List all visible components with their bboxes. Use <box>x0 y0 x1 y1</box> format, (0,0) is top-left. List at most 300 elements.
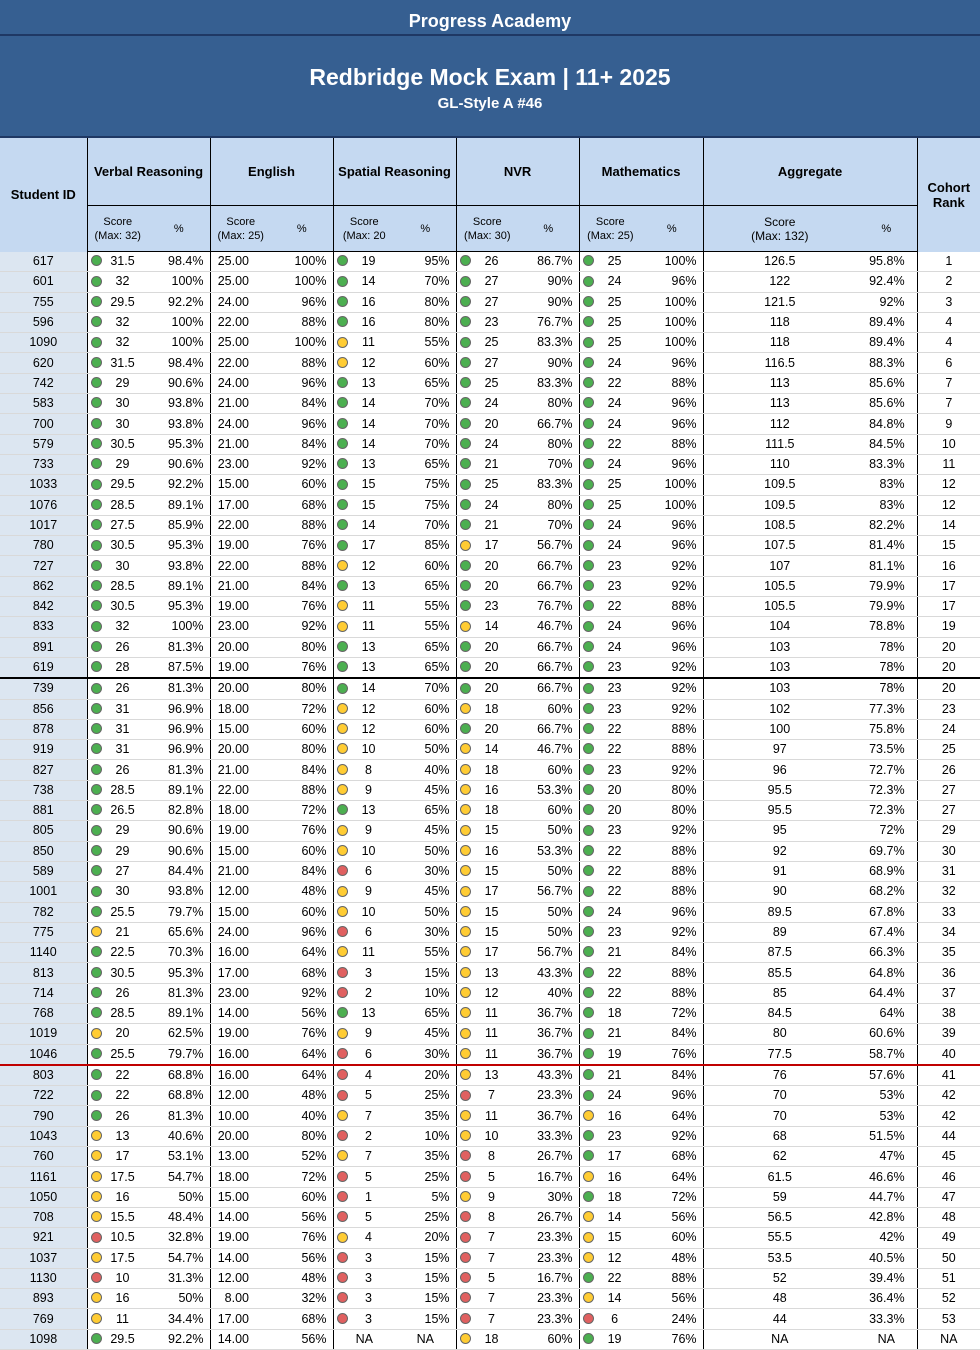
english-pct: 48% <box>271 1268 333 1288</box>
math-score <box>579 373 641 393</box>
spatial-score-value: 17 <box>361 538 376 553</box>
student-id: 1098 <box>0 1329 87 1349</box>
status-dot-icon <box>460 1028 471 1039</box>
nvr-score <box>456 312 518 332</box>
nvr-score <box>456 719 518 739</box>
spatial-score <box>333 1024 395 1044</box>
cohort-rank: 25 <box>917 740 980 760</box>
cohort-rank: 24 <box>917 719 980 739</box>
english-pct: 56% <box>271 1248 333 1268</box>
verbal-score <box>87 740 148 760</box>
nvr-pct: 76.7% <box>518 597 579 617</box>
verbal-score-value: 28.5 <box>110 497 135 512</box>
aggregate-pct: 83.3% <box>856 454 917 474</box>
aggregate-score: 122 <box>703 272 856 292</box>
english-pct: 72% <box>271 801 333 821</box>
table-row <box>0 740 980 760</box>
status-dot-icon <box>337 967 348 978</box>
spatial-score <box>333 536 395 556</box>
aggregate-pct: 78% <box>856 637 917 657</box>
english-pct: 56% <box>271 1003 333 1023</box>
student-id: 805 <box>0 821 87 841</box>
math-score <box>579 719 641 739</box>
aggregate-score: 100 <box>703 719 856 739</box>
cohort-rank: 33 <box>917 902 980 922</box>
table-row <box>0 678 980 699</box>
english-score: 24.00 <box>210 292 271 312</box>
english-score: 12.00 <box>210 882 271 902</box>
spatial-pct: 60% <box>395 719 456 739</box>
nvr-score-value: 8 <box>488 1210 495 1225</box>
math-score-value: 23 <box>607 558 622 573</box>
math-pct: 92% <box>641 657 703 678</box>
status-dot-icon <box>460 255 471 266</box>
student-id: 738 <box>0 780 87 800</box>
aggregate-pct: 83% <box>856 495 917 515</box>
english-score-header <box>210 206 271 252</box>
math-score-value: 22 <box>607 436 622 451</box>
nvr-score <box>456 556 518 576</box>
status-dot-icon <box>91 276 102 287</box>
nvr-score <box>456 1024 518 1044</box>
nvr-score-value: 7 <box>488 1230 495 1245</box>
status-dot-icon <box>583 1313 594 1324</box>
nvr-pct: 80% <box>518 394 579 414</box>
aggregate-score: 92 <box>703 841 856 861</box>
verbal-score-value: 30 <box>115 558 130 573</box>
nvr-score-value: 5 <box>488 1169 495 1184</box>
status-dot-icon <box>583 316 594 327</box>
verbal-pct-header: % <box>148 206 210 252</box>
student-id: 617 <box>0 252 87 272</box>
student-id: 755 <box>0 292 87 312</box>
math-score-value: 22 <box>607 721 622 736</box>
status-dot-icon <box>460 276 471 287</box>
math-pct: 68% <box>641 1147 703 1167</box>
status-dot-icon <box>460 825 471 836</box>
spatial-pct: NA <box>395 1329 456 1349</box>
status-dot-icon <box>583 845 594 856</box>
english-pct: 60% <box>271 902 333 922</box>
math-pct: 96% <box>641 414 703 434</box>
spatial-pct: 10% <box>395 1126 456 1146</box>
nvr-pct: 80% <box>518 434 579 454</box>
cohort-rank: 47 <box>917 1187 980 1207</box>
table-row <box>0 454 980 474</box>
status-dot-icon <box>91 337 102 348</box>
status-dot-icon <box>460 886 471 897</box>
verbal-pct: 93.8% <box>148 882 210 902</box>
nvr-score-value: 14 <box>484 742 499 757</box>
aggregate-score: 112 <box>703 414 856 434</box>
english-score: 21.00 <box>210 434 271 454</box>
math-pct: 72% <box>641 1003 703 1023</box>
nvr-score-value: 17 <box>484 945 499 960</box>
student-id: 833 <box>0 617 87 637</box>
aggregate-score: 103 <box>703 678 856 699</box>
spatial-score <box>333 637 395 657</box>
status-dot-icon <box>91 1110 102 1121</box>
aggregate-score: 61.5 <box>703 1167 856 1187</box>
status-dot-icon <box>337 946 348 957</box>
status-dot-icon <box>583 255 594 266</box>
math-pct: 88% <box>641 841 703 861</box>
spatial-header: Spatial Reasoning <box>333 138 456 206</box>
status-dot-icon <box>583 641 594 652</box>
verbal-score <box>87 597 148 617</box>
verbal-score <box>87 434 148 454</box>
spatial-score <box>333 1207 395 1227</box>
spatial-score <box>333 1086 395 1106</box>
nvr-pct: 33.3% <box>518 1126 579 1146</box>
spatial-score-value: 10 <box>361 904 376 919</box>
cohort-rank: 7 <box>917 394 980 414</box>
table-row <box>0 1065 980 1086</box>
verbal-pct: 79.7% <box>148 1044 210 1065</box>
english-score: 14.00 <box>210 1248 271 1268</box>
english-score: 22.00 <box>210 556 271 576</box>
student-id: 769 <box>0 1309 87 1329</box>
spatial-pct: 80% <box>395 292 456 312</box>
nvr-score-value: 15 <box>484 924 499 939</box>
math-score <box>579 475 641 495</box>
spatial-score <box>333 597 395 617</box>
student-id: 862 <box>0 576 87 596</box>
english-pct: 88% <box>271 556 333 576</box>
english-pct: 76% <box>271 1024 333 1044</box>
status-dot-icon <box>460 1252 471 1263</box>
spatial-pct: 65% <box>395 801 456 821</box>
cohort-rank: 49 <box>917 1228 980 1248</box>
nvr-pct: 80% <box>518 495 579 515</box>
status-dot-icon <box>583 418 594 429</box>
verbal-pct: 70.3% <box>148 943 210 963</box>
nvr-pct: 60% <box>518 801 579 821</box>
status-dot-icon <box>460 337 471 348</box>
nvr-score-value: 20 <box>484 578 499 593</box>
math-pct: 84% <box>641 1024 703 1044</box>
math-score <box>579 740 641 760</box>
math-score-value: 12 <box>607 1250 622 1265</box>
table-row <box>0 1187 980 1207</box>
status-dot-icon <box>91 600 102 611</box>
student-id: 700 <box>0 414 87 434</box>
student-id: 727 <box>0 556 87 576</box>
nvr-pct: 90% <box>518 292 579 312</box>
verbal-score <box>87 454 148 474</box>
status-dot-icon <box>91 967 102 978</box>
status-dot-icon <box>337 926 348 937</box>
nvr-score-value: 13 <box>484 965 499 980</box>
aggregate-score: 89 <box>703 922 856 942</box>
status-dot-icon <box>460 418 471 429</box>
nvr-score <box>456 272 518 292</box>
verbal-score-value: 26.5 <box>110 803 135 818</box>
math-pct: 92% <box>641 678 703 699</box>
verbal-score-value: 21 <box>115 924 130 939</box>
status-dot-icon <box>337 499 348 510</box>
status-dot-icon <box>583 276 594 287</box>
nvr-score-value: 5 <box>488 1270 495 1285</box>
status-dot-icon <box>460 1333 471 1344</box>
math-score-value: 21 <box>607 1068 622 1083</box>
student-id-header: Student ID <box>0 138 87 252</box>
aggregate-score: 53.5 <box>703 1248 856 1268</box>
verbal-pct: 34.4% <box>148 1309 210 1329</box>
student-id: 722 <box>0 1086 87 1106</box>
math-score <box>579 922 641 942</box>
status-dot-icon <box>337 458 348 469</box>
aggregate-score: 103 <box>703 657 856 678</box>
verbal-pct: 93.8% <box>148 394 210 414</box>
aggregate-score: 70 <box>703 1086 856 1106</box>
aggregate-score: 59 <box>703 1187 856 1207</box>
nvr-score <box>456 597 518 617</box>
math-pct: 84% <box>641 943 703 963</box>
verbal-pct: 81.3% <box>148 983 210 1003</box>
spatial-score <box>333 760 395 780</box>
english-score: 24.00 <box>210 922 271 942</box>
spatial-pct: 70% <box>395 414 456 434</box>
verbal-pct: 53.1% <box>148 1147 210 1167</box>
results-table <box>0 138 980 1350</box>
aggregate-score: 121.5 <box>703 292 856 312</box>
spatial-score-value: 15 <box>361 497 376 512</box>
status-dot-icon <box>583 479 594 490</box>
nvr-score <box>456 1187 518 1207</box>
math-pct: 60% <box>641 1228 703 1248</box>
aggregate-pct: 58.7% <box>856 1044 917 1065</box>
math-pct: 100% <box>641 292 703 312</box>
english-score: 19.00 <box>210 597 271 617</box>
math-score-value: 22 <box>607 985 622 1000</box>
english-pct: 84% <box>271 576 333 596</box>
aggregate-score: 107.5 <box>703 536 856 556</box>
status-dot-icon <box>583 621 594 632</box>
status-dot-icon <box>337 377 348 388</box>
table-row <box>0 1248 980 1268</box>
status-dot-icon <box>583 296 594 307</box>
verbal-score-value: 29 <box>115 823 130 838</box>
verbal-pct: 48.4% <box>148 1207 210 1227</box>
spatial-score-header <box>333 206 395 252</box>
verbal-score-value: 29.5 <box>110 477 135 492</box>
verbal-score-value: 28 <box>115 660 130 675</box>
spatial-pct: 25% <box>395 1086 456 1106</box>
aggregate-pct: 84.8% <box>856 414 917 434</box>
aggregate-score: 68 <box>703 1126 856 1146</box>
math-pct: 88% <box>641 861 703 881</box>
math-score-value: 25 <box>607 315 622 330</box>
aggregate-score: NA <box>703 1329 856 1349</box>
nvr-pct: 46.7% <box>518 617 579 637</box>
nvr-pct: 90% <box>518 353 579 373</box>
english-score: 20.00 <box>210 1126 271 1146</box>
nvr-score <box>456 373 518 393</box>
english-pct: 100% <box>271 333 333 353</box>
math-score-value: 23 <box>607 1128 622 1143</box>
math-score <box>579 1147 641 1167</box>
spatial-pct: 80% <box>395 312 456 332</box>
status-dot-icon <box>460 703 471 714</box>
aggregate-score: 70 <box>703 1106 856 1126</box>
english-score: 17.00 <box>210 495 271 515</box>
status-dot-icon <box>91 784 102 795</box>
table-row <box>0 801 980 821</box>
cohort-rank: 7 <box>917 373 980 393</box>
verbal-score <box>87 333 148 353</box>
spatial-score <box>333 1309 395 1329</box>
aggregate-pct: 85.6% <box>856 394 917 414</box>
nvr-score-value: 24 <box>484 396 499 411</box>
verbal-pct: 95.3% <box>148 536 210 556</box>
student-id: 842 <box>0 597 87 617</box>
table-row <box>0 353 980 373</box>
status-dot-icon <box>460 926 471 937</box>
spatial-score <box>333 292 395 312</box>
nvr-score <box>456 292 518 312</box>
nvr-score <box>456 617 518 637</box>
verbal-score <box>87 678 148 699</box>
math-pct: 96% <box>641 394 703 414</box>
nvr-header: NVR <box>456 138 579 206</box>
aggregate-score: 118 <box>703 312 856 332</box>
aggregate-score: 109.5 <box>703 495 856 515</box>
spatial-score-value: 13 <box>361 803 376 818</box>
spatial-pct: 70% <box>395 515 456 535</box>
math-score <box>579 1065 641 1086</box>
spatial-score-value: 9 <box>365 1026 372 1041</box>
spatial-score <box>333 678 395 699</box>
verbal-score-header <box>87 206 148 252</box>
table-row <box>0 576 980 596</box>
student-id: 739 <box>0 678 87 699</box>
nvr-score-value: 11 <box>485 1026 499 1041</box>
aggregate-score: 102 <box>703 699 856 719</box>
nvr-pct: 50% <box>518 861 579 881</box>
aggregate-pct: NA <box>856 1329 917 1349</box>
cohort-rank: 40 <box>917 1044 980 1065</box>
spatial-pct: 55% <box>395 617 456 637</box>
score-label: Score <box>349 215 379 228</box>
english-pct: 76% <box>271 1228 333 1248</box>
cohort-rank: 50 <box>917 1248 980 1268</box>
english-score: 22.00 <box>210 780 271 800</box>
nvr-score-value: 17 <box>484 884 499 899</box>
nvr-score-value: 23 <box>484 599 499 614</box>
cohort-rank: 27 <box>917 780 980 800</box>
cohort-rank: 52 <box>917 1289 980 1309</box>
status-dot-icon <box>583 458 594 469</box>
english-score: 19.00 <box>210 1228 271 1248</box>
aggregate-score: 111.5 <box>703 434 856 454</box>
math-score-value: 24 <box>607 274 622 289</box>
verbal-pct: 90.6% <box>148 821 210 841</box>
status-dot-icon <box>337 1252 348 1263</box>
verbal-score-value: 30.5 <box>110 599 135 614</box>
status-dot-icon <box>91 255 102 266</box>
nvr-score <box>456 821 518 841</box>
verbal-pct: 92.2% <box>148 1329 210 1349</box>
verbal-score-value: 30 <box>115 884 130 899</box>
math-pct: 92% <box>641 821 703 841</box>
status-dot-icon <box>460 1048 471 1059</box>
math-score <box>579 536 641 556</box>
nvr-score-value: 11 <box>485 1108 499 1123</box>
spatial-score-value: 3 <box>365 1291 372 1306</box>
status-dot-icon <box>337 600 348 611</box>
english-pct: 48% <box>271 882 333 902</box>
english-pct: 56% <box>271 1207 333 1227</box>
status-dot-icon <box>91 418 102 429</box>
verbal-pct: 50% <box>148 1187 210 1207</box>
status-dot-icon <box>460 845 471 856</box>
status-dot-icon <box>337 1272 348 1283</box>
table-row <box>0 515 980 535</box>
nvr-score-value: 17 <box>484 538 499 553</box>
table-row <box>0 292 980 312</box>
math-pct: 84% <box>641 1065 703 1086</box>
math-pct: 88% <box>641 434 703 454</box>
status-dot-icon <box>337 1171 348 1182</box>
table-row <box>0 394 980 414</box>
status-dot-icon <box>460 1191 471 1202</box>
nvr-score-value: 27 <box>484 274 499 289</box>
status-dot-icon <box>583 926 594 937</box>
math-score-value: 22 <box>607 1270 622 1285</box>
spatial-score <box>333 943 395 963</box>
english-score: 12.00 <box>210 1268 271 1288</box>
english-score: 8.00 <box>210 1289 271 1309</box>
english-pct: 92% <box>271 983 333 1003</box>
math-score-value: 25 <box>607 335 622 350</box>
english-pct: 88% <box>271 515 333 535</box>
status-dot-icon <box>91 519 102 530</box>
math-score <box>579 861 641 881</box>
nvr-score <box>456 1126 518 1146</box>
verbal-score <box>87 1268 148 1288</box>
math-score <box>579 1329 641 1349</box>
spatial-pct: 60% <box>395 353 456 373</box>
aggregate-pct: 79.9% <box>856 576 917 596</box>
math-score <box>579 312 641 332</box>
nvr-score-value: 11 <box>485 1006 499 1021</box>
english-pct: 68% <box>271 495 333 515</box>
spatial-pct: 10% <box>395 983 456 1003</box>
status-dot-icon <box>91 560 102 571</box>
verbal-score-value: 31 <box>115 721 130 736</box>
spatial-score-value: 11 <box>362 945 375 960</box>
math-score <box>579 963 641 983</box>
nvr-score <box>456 495 518 515</box>
spatial-score-value: 10 <box>361 843 376 858</box>
status-dot-icon <box>583 357 594 368</box>
aggregate-pct: 89.4% <box>856 333 917 353</box>
status-dot-icon <box>337 357 348 368</box>
math-score <box>579 1187 641 1207</box>
cohort-rank: 42 <box>917 1086 980 1106</box>
aggregate-score: 48 <box>703 1289 856 1309</box>
spatial-score <box>333 1228 395 1248</box>
verbal-pct: 95.3% <box>148 597 210 617</box>
table-row <box>0 983 980 1003</box>
spatial-score-value: 4 <box>365 1068 372 1083</box>
spatial-score-value: 14 <box>361 436 376 451</box>
english-pct: 96% <box>271 292 333 312</box>
english-header: English <box>210 138 333 206</box>
english-score: 19.00 <box>210 657 271 678</box>
status-dot-icon <box>91 1292 102 1303</box>
